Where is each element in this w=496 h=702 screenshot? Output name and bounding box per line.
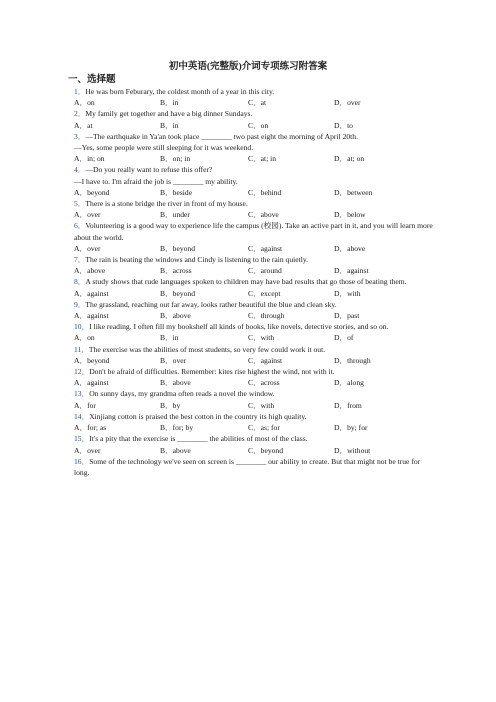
question-options xyxy=(74,400,434,411)
option-a[interactable]: A．for xyxy=(74,400,96,410)
option-b[interactable]: B．by xyxy=(160,400,181,410)
option-b[interactable]: B．in xyxy=(160,120,179,130)
option-a[interactable]: A．over xyxy=(74,210,101,220)
option-d[interactable]: D．of xyxy=(334,333,354,343)
question-dialogue: —I have to. I'm afraid the job is ________ my ability. xyxy=(74,176,238,186)
option-d[interactable]: D．between xyxy=(334,187,373,197)
question-stem: 9．The grassland, reaching out far away, looks rather beautiful the blue and clean sky. xyxy=(74,299,337,309)
option-d[interactable]: D．at; on xyxy=(334,154,365,164)
question-stem: 3．—The earthquake in Ya'an took place ________ two past eight the morning of April 20th. xyxy=(74,131,358,141)
option-b[interactable]: B．beyond xyxy=(160,288,196,298)
option-d[interactable]: D．along xyxy=(334,378,364,388)
page-title: 初中英语(完整版)介词专项练习附答案 xyxy=(168,62,328,72)
option-b[interactable]: B．beyond xyxy=(160,243,196,253)
option-b[interactable]: B．for; by xyxy=(160,423,194,433)
question-stem: 16．Some of the technology we've seen on screen is ________ our ability to create. But that might not be true for long. xyxy=(74,456,421,477)
option-c[interactable]: C．with xyxy=(248,333,275,343)
option-a[interactable]: A．above xyxy=(74,266,106,276)
question-stem: 5．There is a stone bridge the river in front of my house. xyxy=(74,199,248,209)
question-stem: 12．Don't be afraid of difficulties. Remember: kites rise highest the wind, not with it. xyxy=(74,367,335,377)
option-d[interactable]: D．by; for xyxy=(334,423,368,433)
question-stem: 10．I like reading. I often fill my bookshelf all kinds of books, like novels, detective stories, and so on. xyxy=(74,322,389,332)
question-stem: 13．On sunny days, my grandma often reads a novel the window. xyxy=(74,389,275,399)
question-options xyxy=(74,265,434,276)
option-a[interactable]: A．over xyxy=(74,243,101,253)
option-c[interactable]: C．beyond xyxy=(248,445,284,455)
option-c[interactable]: C．at xyxy=(248,98,267,108)
option-a[interactable]: A．against xyxy=(74,378,109,388)
option-b[interactable]: B．above xyxy=(160,311,191,321)
option-a[interactable]: A．in; on xyxy=(74,154,105,164)
option-c[interactable]: C．around xyxy=(248,266,282,276)
option-c[interactable]: C．except xyxy=(248,288,281,298)
question-stem: 7．The rain is beating the windows and Cindy is listening to the rain quietly. xyxy=(74,255,309,265)
option-b[interactable]: B．on; in xyxy=(160,154,191,164)
question-stem: 6．Volunteering is a good way to experience life the campus (校园). Take an active part in it, and you will learn more about the world. xyxy=(74,221,433,242)
option-d[interactable]: D．to xyxy=(334,120,353,130)
option-c[interactable]: C．with xyxy=(248,400,275,410)
question-options xyxy=(74,355,434,366)
question-list xyxy=(74,86,434,478)
option-b[interactable]: B．in xyxy=(160,333,179,343)
option-c[interactable]: C．above xyxy=(248,210,279,220)
question-options xyxy=(74,422,434,433)
option-c[interactable]: C．against xyxy=(248,355,283,365)
option-d[interactable]: D．over xyxy=(334,98,361,108)
option-a[interactable]: A．at xyxy=(74,120,93,130)
option-c[interactable]: C．across xyxy=(248,378,280,388)
option-c[interactable]: C．against xyxy=(248,243,283,253)
option-d[interactable]: D．through xyxy=(334,355,371,365)
question-dialogue: —Yes, some people were still sleeping for it was weekend. xyxy=(74,143,254,153)
question-options xyxy=(74,243,434,254)
question-stem: 11．The exercise was the abilities of most students, so very few could work it out. xyxy=(74,344,326,354)
option-d[interactable]: D．below xyxy=(334,210,366,220)
option-a[interactable]: A．on xyxy=(74,98,95,108)
option-c[interactable]: C．as; for xyxy=(248,423,280,433)
option-d[interactable]: D．with xyxy=(334,288,361,298)
option-c[interactable]: C．behind xyxy=(248,187,282,197)
question-options xyxy=(74,445,434,456)
option-a[interactable]: A．against xyxy=(74,288,109,298)
option-a[interactable]: A．for; as xyxy=(74,423,107,433)
question-options xyxy=(74,153,434,164)
question-stem: 8．A study shows that rude languages spoken to children may have bad results that go those of beating them. xyxy=(74,277,407,287)
question-options xyxy=(74,310,434,321)
option-c[interactable]: C．on xyxy=(248,120,269,130)
question-stem: 2．My family get together and have a big dinner Sundays. xyxy=(74,109,253,119)
question-options xyxy=(74,187,434,198)
option-a[interactable]: A．beyond xyxy=(74,355,110,365)
option-b[interactable]: B．across xyxy=(160,266,192,276)
question-stem: 14．Xinjiang cotton is praised the best cotton in the country its high quality. xyxy=(74,411,307,421)
section-heading: 一、选择题 xyxy=(68,75,116,85)
option-c[interactable]: C．at; in xyxy=(248,154,277,164)
option-d[interactable]: D．above xyxy=(334,243,366,253)
option-b[interactable]: B．above xyxy=(160,445,191,455)
question-options xyxy=(74,288,434,299)
option-a[interactable]: A．beyond xyxy=(74,187,110,197)
question-stem: 1．He was born Feburary, the coldest month of a year in this city. xyxy=(74,87,275,96)
option-a[interactable]: A．against xyxy=(74,311,109,321)
option-d[interactable]: D．against xyxy=(334,266,369,276)
option-d[interactable]: D．without xyxy=(334,445,371,455)
option-a[interactable]: A．over xyxy=(74,445,101,455)
question-options xyxy=(74,377,434,388)
option-b[interactable]: B．beside xyxy=(160,187,193,197)
question-options xyxy=(74,97,434,108)
option-a[interactable]: A．on xyxy=(74,333,95,343)
question-stem: 15．It's a pity that the exercise is ________ the abilities of most of the class. xyxy=(74,434,308,444)
option-b[interactable]: B．over xyxy=(160,355,187,365)
question-stem: 4．—Do you really want to refuse this offer? xyxy=(74,165,213,175)
option-b[interactable]: B．in xyxy=(160,98,179,108)
question-options xyxy=(74,332,434,343)
option-b[interactable]: B．above xyxy=(160,378,191,388)
option-c[interactable]: C．through xyxy=(248,311,285,321)
question-options xyxy=(74,120,434,131)
option-b[interactable]: B．under xyxy=(160,210,190,220)
question-options xyxy=(74,209,434,220)
option-d[interactable]: D．past xyxy=(334,311,360,321)
option-d[interactable]: D．from xyxy=(334,400,362,410)
